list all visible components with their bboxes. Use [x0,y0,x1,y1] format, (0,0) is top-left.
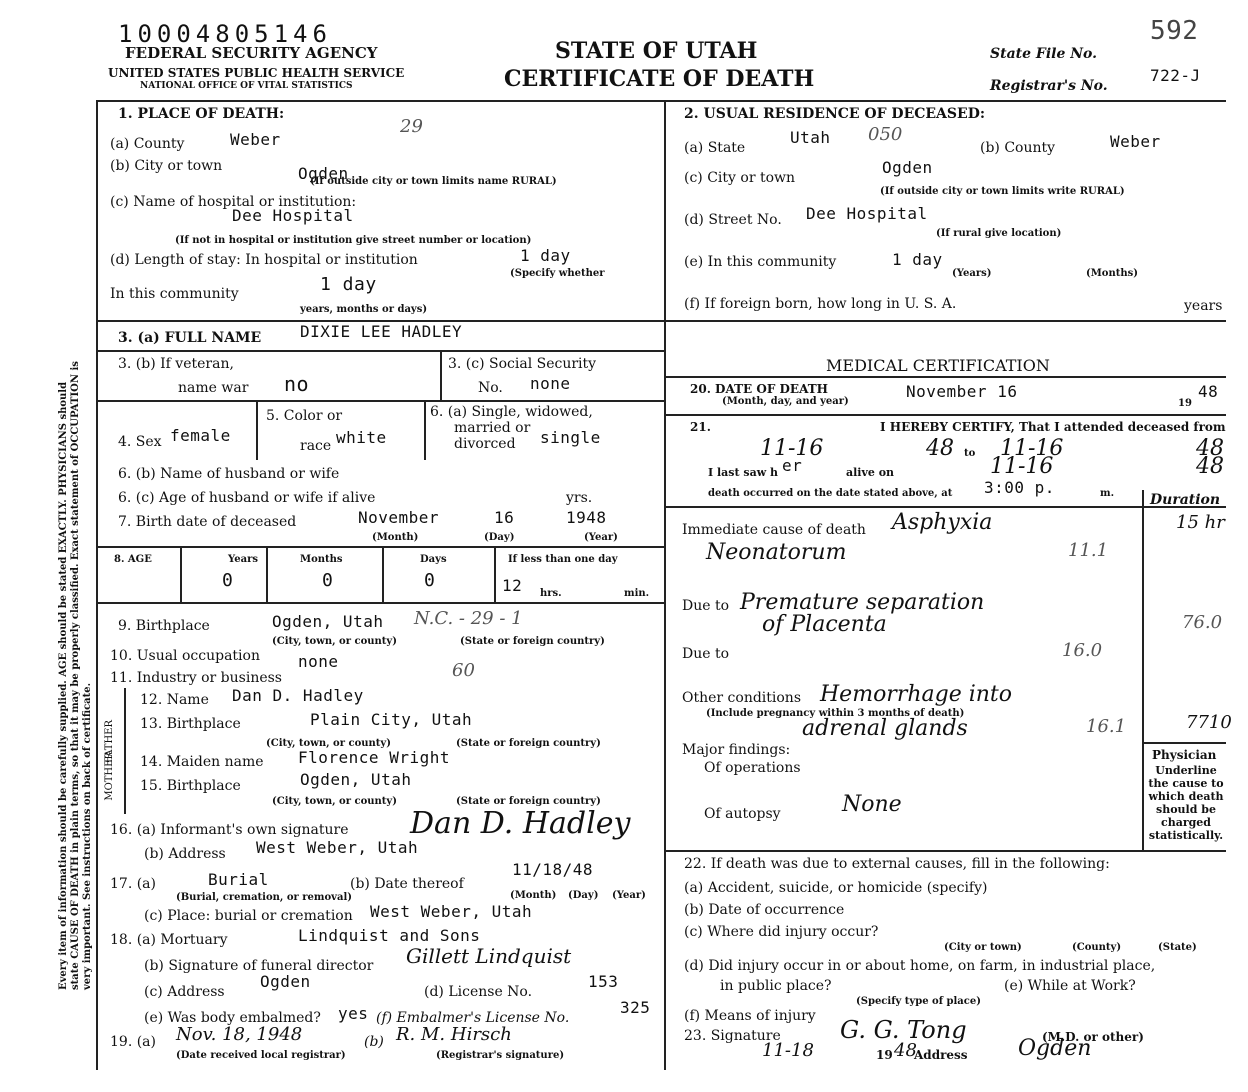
operations-label: Of operations [704,760,801,776]
birth-date-label: 7. Birth date of deceased [118,514,297,530]
registrar-sig-note: (Registrar's signature) [436,1050,565,1061]
death-county-label: (a) County [110,136,185,152]
birth-year: 1948 [566,508,607,527]
foreign-label: (f) If foreign born, how long in U. S. A. [684,296,957,312]
autopsy: None [842,792,902,817]
marital-label-2: married or [454,420,531,436]
immediate-cause-code: 11.1 [1068,540,1109,561]
mother-state-note: (State or foreign country) [456,796,601,807]
state-file-number: 592 [1150,16,1199,46]
due-to-1-label: Due to [682,598,730,614]
veteran: no [284,372,310,396]
res-community: 1 day [892,250,943,269]
age-hours: 12 [502,576,523,595]
director-label: (b) Signature of funeral director [144,958,374,974]
form-left-border [96,100,98,1070]
external-b-label: (b) Date of occurrence [684,902,845,918]
immediate-cause-2: Neonatorum [706,540,847,565]
major-findings-label: Major findings: [682,742,791,758]
external-c-city: (City or town) [944,942,1022,953]
certify-num: 21. [690,420,711,434]
burial-place-label: (c) Place: burial or cremation [144,908,353,924]
divider-dod [666,414,1226,416]
registrar-date: Nov. 18, 1948 [176,1024,303,1045]
age-label: 8. AGE [114,554,152,565]
place-of-death-title: 1. PLACE OF DEATH: [118,106,285,122]
external-d-label-2: in public place? [720,978,832,994]
divider-color-marital [424,400,426,460]
divider-veteran-ss [440,350,442,400]
registrar-date-label: 19. (a) [110,1034,156,1050]
father-side-label: FATHER [104,720,115,763]
other-conditions-2: adrenal glands [802,716,968,741]
other-conditions-note: (Include pregnancy within 3 months of death) [706,708,965,719]
community-label: In this community [110,286,239,302]
external-d-note: (Specify type of place) [856,996,981,1007]
embalmed: yes [338,1004,369,1023]
embalmer-license-label: (f) Embalmer's License No. [376,1010,570,1026]
physician-signature: G. G. Tong [840,1016,967,1044]
other-conditions-label: Other conditions [682,690,802,706]
embalmer-license: 325 [620,998,651,1017]
res-county: Weber [1110,132,1161,151]
father-birthplace: Plain City, Utah [310,710,473,729]
mother-city-note: (City, town, or county) [272,796,397,807]
race-label: race [300,438,332,454]
license: 153 [588,972,619,991]
dod-19: 19 [1178,398,1192,409]
divider-age-days [382,548,384,602]
form-title-state: STATE OF UTAH [555,38,758,64]
death-city: Ogden [298,164,349,183]
alive-date: 11-16 [990,454,1054,479]
director-signature: Gillett Lindquist [406,944,572,968]
divider-age-years [180,548,182,602]
mother-side-label: MOTHER [104,752,115,801]
stay-label: (d) Length of stay: In hospital or institution [110,252,418,268]
full-name-label: 3. (a) FULL NAME [118,330,262,346]
divider-physician [1142,742,1226,744]
form-center-divider [664,100,666,1070]
external-c-county: (County) [1072,942,1122,953]
informant-address: West Weber, Utah [256,838,419,857]
external-title: 22. If death was due to external causes, fill in the following: [684,856,1110,872]
birthplace: Ogden, Utah [272,612,384,631]
sidebar-instructions-1: Every item of information should be carefully supplied. AGE should be stated EXACTLY. PHYSICIANS should [58,381,69,990]
external-e-label: (e) While at Work? [1004,978,1136,994]
mother-name-label: 14. Maiden name [140,754,264,770]
age-months: 0 [322,570,334,591]
father-name-label: 12. Name [140,692,209,708]
community-note: years, months or days) [300,304,428,315]
time-m: m. [1100,488,1115,499]
burial-year-label: (Year) [612,890,646,901]
divider-birthplace [96,602,666,604]
sex-label: 4. Sex [118,434,162,450]
mortuary-address-label: (c) Address [144,984,225,1000]
full-name: DIXIE LEE HADLEY [300,322,463,341]
birthplace-city-note: (City, town, or county) [272,636,397,647]
burial-note: (Burial, cremation, or removal) [176,892,352,903]
mortuary-label: 18. (a) Mortuary [110,932,228,948]
res-state-code: 050 [868,124,903,145]
state-file-label: State File No. [990,46,1098,62]
last-saw-pronoun: er [782,456,803,475]
color-label: 5. Color or [266,408,343,424]
age-less-label: If less than one day [508,554,618,565]
mortuary-address: Ogden [260,972,311,991]
agency-office: NATIONAL OFFICE OF VITAL STATISTICS [140,81,353,91]
res-city-label: (c) City or town [684,170,796,186]
informant-signature: Dan D. Hadley [410,806,631,841]
res-community-label: (e) In this community [684,254,837,270]
immediate-duration: 15 hr [1176,512,1225,533]
industry-label: 11. Industry or business [110,670,282,686]
birth-year-label: (Year) [584,532,618,543]
mother-birthplace-label: 15. Birthplace [140,778,241,794]
dod-label: 20. DATE OF DEATH [690,382,828,396]
other-conditions-num: 7710 [1186,712,1232,733]
form-title: CERTIFICATE OF DEATH [504,66,815,92]
attended-to-label: to [964,448,976,459]
external-f-label: (f) Means of injury [684,1008,816,1024]
alive-label: alive on [846,466,895,479]
res-street-note: (If rural give location) [936,228,1062,239]
father-name: Dan D. Hadley [232,686,364,705]
divider-age-months [266,548,268,602]
veteran-label: 3. (b) If veteran, [118,356,234,372]
attended-from-year: 48 [926,436,954,461]
father-birthplace-label: 13. Birthplace [140,716,241,732]
res-city: Ogden [882,158,933,177]
father-city-note: (City, town, or county) [266,738,391,749]
father-state-note: (State or foreign country) [456,738,601,749]
physician-note: Underline the cause to which death should be charged statistically. [1148,764,1224,842]
age-days-label: Days [420,554,447,565]
res-years-label: (Years) [952,268,992,279]
spouse-age-yrs: yrs. [566,490,593,506]
marital-label-3: divorced [454,436,516,452]
divider-parents [124,688,126,814]
registrar-sig-label: (b) [364,1034,384,1050]
divider-name [96,320,1226,322]
death-city-note: (If outside city or town limits name RURAL) [310,176,557,187]
certify-text: I HEREBY CERTIFY, That I attended deceased from [880,420,1226,434]
divider-veteran [96,350,666,352]
birth-day: 16 [494,508,515,527]
burial-date-label: (b) Date thereof [350,876,464,892]
due-to-2-label: Due to [682,646,730,662]
signature-year: 48 [894,1040,917,1061]
informant-sig-label: 16. (a) Informant's own signature [110,822,349,838]
age-hrs-label: hrs. [540,588,562,599]
age-years-label: Years [228,554,259,565]
age-days: 0 [424,570,436,591]
attended-to-year: 48 [1196,436,1224,461]
marital-label-1: 6. (a) Single, widowed, [430,404,593,420]
physician-md: (M.D. or other) [1042,1030,1144,1044]
stay-hospital: 1 day [520,246,571,265]
due-to-2-code: 16.0 [1062,640,1103,661]
divider-medical-title [666,376,1226,378]
attended-from: 11-16 [760,436,824,461]
res-city-note: (If outside city or town limits write RURAL) [880,186,1125,197]
burial-date: 11/18/48 [512,860,594,879]
res-street: Dee Hospital [806,204,928,223]
ss-no-label: No. [478,380,503,396]
burial-label: 17. (a) [110,876,156,892]
birthplace-code: N.C. - 29 - 1 [414,608,523,629]
stay-note: (Specify whether [510,268,605,279]
res-months-label: (Months) [1086,268,1138,279]
death-county-code: 29 [400,116,423,137]
sidebar-instructions-3: very important. See instructions on back of certificate. [82,682,93,990]
birthplace-state-note: (State or foreign country) [460,636,605,647]
physician-title: Physician [1152,748,1217,762]
sex: female [170,426,231,445]
veteran-war-label: name war [178,380,249,396]
race: white [336,428,387,447]
form-top-border [96,100,1226,102]
foreign-years-label: years [1184,298,1223,314]
spouse-name-label: 6. (b) Name of husband or wife [118,466,340,482]
due-to-1: Premature separation [740,590,985,615]
burial-day-label: (Day) [568,890,599,901]
hospital-note: (If not in hospital or institution give street number or location) [175,235,532,246]
agency-service: UNITED STATES PUBLIC HEALTH SERVICE [108,66,405,80]
dod-year: 48 [1198,382,1219,401]
date-of-death: November 16 [906,382,1018,401]
burial-month-label: (Month) [510,890,557,901]
res-street-label: (d) Street No. [684,212,782,228]
registrar-date-note: (Date received local registrar) [176,1050,346,1061]
occurred-label: death occurred on the date stated above, at [708,488,953,499]
serial-number: 10004805146 [118,20,332,48]
divider-sex-color [256,400,258,460]
burial: Burial [208,870,269,889]
ss-label: 3. (c) Social Security [448,356,597,372]
res-state: Utah [790,128,831,147]
due-to-1b: of Placenta [762,612,887,637]
death-city-label: (b) City or town [110,158,223,174]
occupation-label: 10. Usual occupation [110,648,260,664]
agency-name: FEDERAL SECURITY AGENCY [125,44,378,62]
res-state-label: (a) State [684,140,746,156]
sidebar-instructions-2: state CAUSE OF DEATH in plain terms, so that it may be properly classified. Exact statement of OCCUPATION is [70,361,81,990]
medical-title: MEDICAL CERTIFICATION [826,356,1050,375]
dod-sublabel: (Month, day, and year) [722,396,849,407]
other-conditions-code: 16.1 [1086,716,1127,737]
burial-place: West Weber, Utah [370,902,533,921]
birth-day-label: (Day) [484,532,515,543]
signature-address: Ogden [1018,1036,1092,1061]
death-county: Weber [230,130,281,149]
mortuary: Lindquist and Sons [298,926,481,945]
hospital-label: (c) Name of hospital or institution: [110,194,357,210]
duration-label: Duration [1150,492,1221,508]
birth-month-label: (Month) [372,532,419,543]
external-c-label: (c) Where did injury occur? [684,924,879,940]
spouse-age-label: 6. (c) Age of husband or wife if alive [118,490,376,506]
autopsy-label: Of autopsy [704,806,781,822]
hospital: Dee Hospital [232,206,354,225]
age-min-label: min. [624,588,650,599]
other-conditions: Hemorrhage into [820,682,1013,707]
license-label: (d) License No. [424,984,533,1000]
informant-address-label: (b) Address [144,846,226,862]
signature-19: 19 [876,1048,893,1062]
immediate-cause: Asphyxia [892,510,993,535]
residence-title: 2. USUAL RESIDENCE OF DECEASED: [684,106,986,122]
mother-birthplace: Ogden, Utah [300,770,412,789]
occupation: none [298,652,339,671]
registrar-number: 722-J [1150,66,1201,85]
res-county-label: (b) County [980,140,1056,156]
community-stay: 1 day [320,274,377,295]
alive-year: 48 [1196,454,1224,479]
immediate-cause-label: Immediate cause of death [682,522,866,538]
external-c-state: (State) [1158,942,1197,953]
birth-month: November [358,508,440,527]
birthplace-label: 9. Birthplace [118,618,210,634]
mother-name: Florence Wright [298,748,450,767]
divider-external [666,850,1226,852]
last-saw-label: I last saw h [708,466,779,479]
physician-sig-label: 23. Signature [684,1028,781,1044]
signature-address-label: Address [914,1048,968,1062]
marital-status: single [540,428,601,447]
divider-age-less [494,548,496,602]
divider-duration [1142,490,1144,850]
social-security: none [530,374,571,393]
divider-sex [96,400,666,402]
age-years: 0 [222,570,234,591]
occupation-code: 60 [452,660,475,681]
due-to-1-code: 76.0 [1182,612,1223,633]
registrar-signature: R. M. Hirsch [396,1024,512,1045]
attended-to: 11-16 [1000,436,1064,461]
time-of-death: 3:00 p. [984,478,1055,497]
embalmed-label: (e) Was body embalmed? [144,1010,321,1026]
external-d-label: (d) Did injury occur in or about home, on farm, in industrial place, [684,958,1156,974]
external-a-label: (a) Accident, suicide, or homicide (specify) [684,880,988,896]
age-months-label: Months [300,554,343,565]
registrar-number-label: Registrar's No. [990,78,1108,94]
signature-date: 11-18 [762,1040,814,1061]
